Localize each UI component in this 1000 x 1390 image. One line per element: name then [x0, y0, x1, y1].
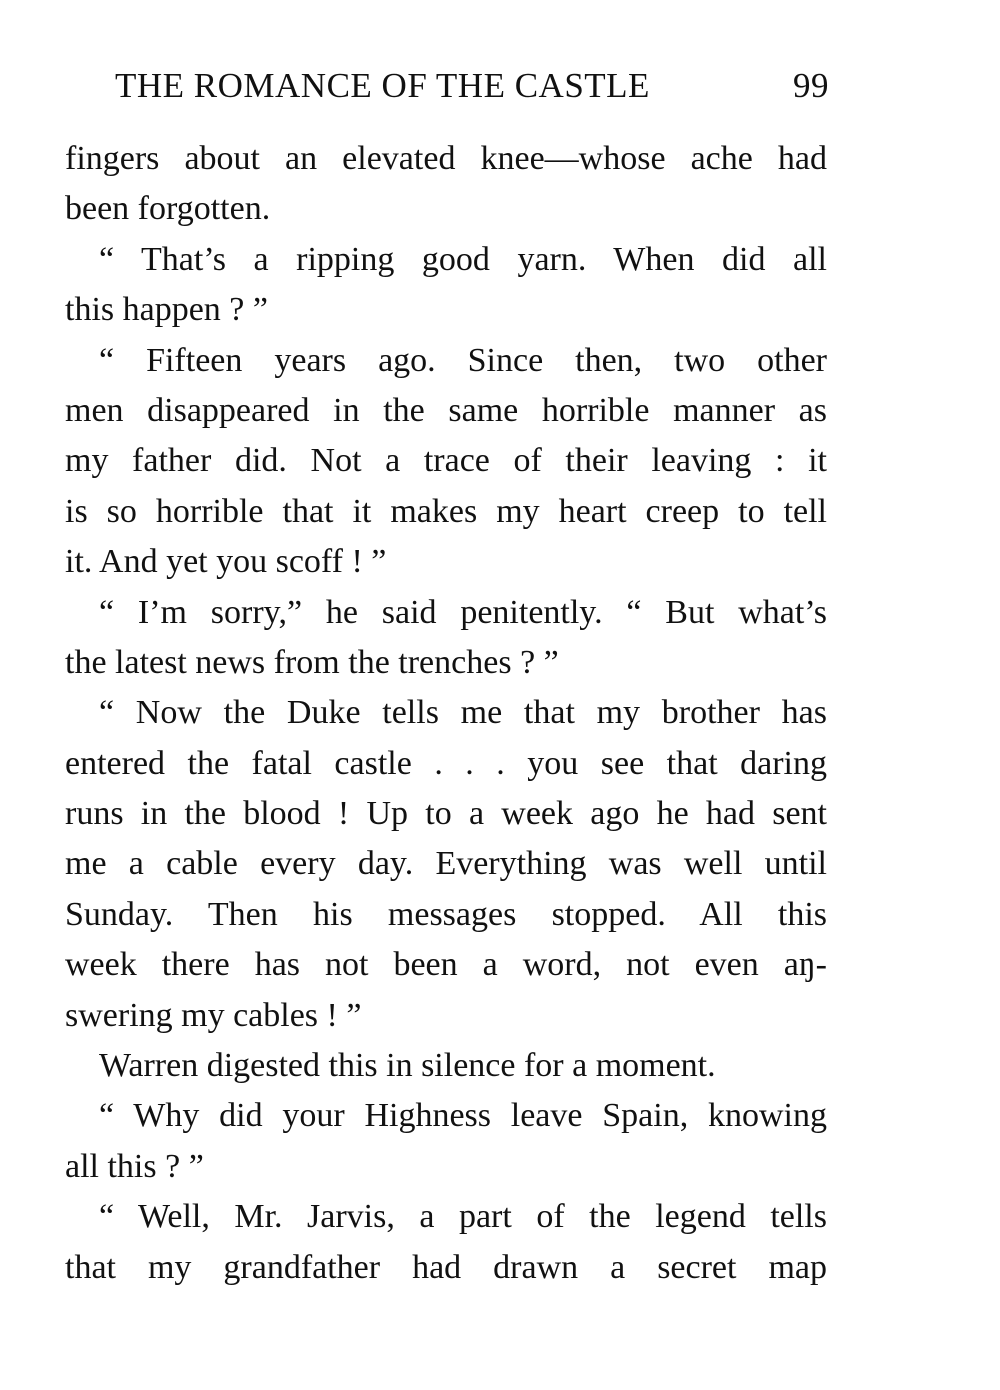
text-line: runs in the blood ! Up to a week ago he had sent — [65, 795, 827, 833]
text-line: the latest news from the trenches ? ” — [65, 643, 559, 681]
text-line: “ I’m sorry,” he said penitently. “ But what’s — [99, 593, 827, 631]
text-line: fingers about an elevated knee—whose ache had — [65, 140, 827, 177]
text-line: Warren digested this in silence for a moment. — [99, 1047, 716, 1085]
text-line: all this ? ” — [65, 1147, 204, 1185]
text-line: “ Why did your Highness leave Spain, knowing — [99, 1097, 827, 1135]
text-line: “ Fifteen years ago. Since then, two other — [99, 341, 827, 379]
text-line: Sunday. Then his messages stopped. All this — [65, 895, 827, 933]
text-line: “ Well, Mr. Jarvis, a part of the legend tells — [99, 1198, 827, 1236]
text-line: that my grandfather had drawn a secret map — [65, 1248, 827, 1286]
text-line: swering my cables ! ” — [65, 996, 362, 1034]
text-line: men disappeared in the same horrible manner as — [65, 391, 827, 429]
text-line: my father did. Not a trace of their leaving : it — [65, 442, 827, 480]
running-head-title: THE ROMANCE OF THE CASTLE — [115, 66, 650, 105]
text-line: this happen ? ” — [65, 291, 268, 329]
text-line: me a cable every day. Everything was well until — [65, 845, 827, 883]
text-line: been forgotten. — [65, 190, 271, 228]
text-line: entered the fatal castle . . . you see that daring — [65, 744, 827, 782]
text-line: it. And yet you scoff ! ” — [65, 543, 387, 581]
body-text — [65, 134, 827, 1293]
running-head — [115, 60, 829, 112]
page-number: 99 — [793, 66, 829, 105]
text-line: “ That’s a ripping good yarn. When did all — [99, 240, 827, 278]
text-line: is so horrible that it makes my heart creep to tell — [65, 492, 827, 530]
text-line: “ Now the Duke tells me that my brother has — [99, 694, 827, 732]
text-line: week there has not been a word, not even aŋ- — [65, 946, 827, 984]
